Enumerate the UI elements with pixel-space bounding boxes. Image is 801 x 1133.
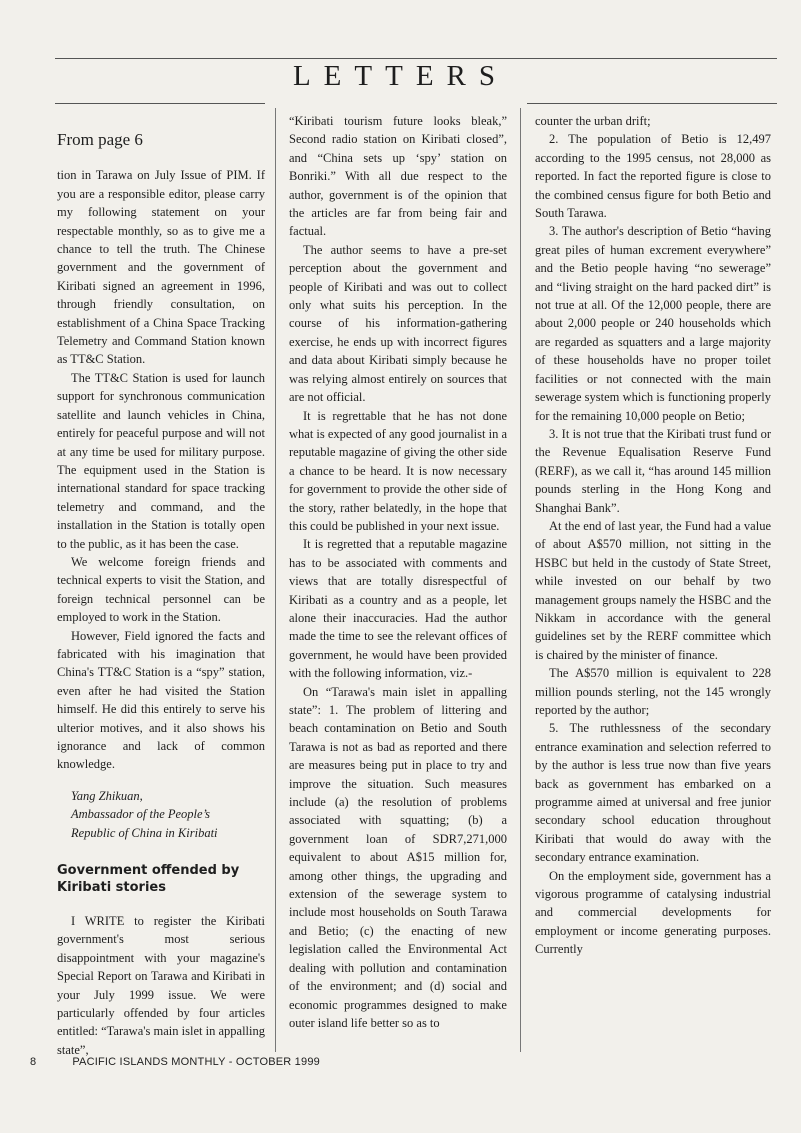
column-divider (520, 108, 521, 1052)
letter2-headline: Government offended by Kiribati stories (57, 863, 240, 896)
top-rule (55, 58, 777, 59)
letter2-paragraph: counter the urban drift; (535, 114, 651, 128)
letter2-paragraph: 5. The ruthlessness of the secondary entrance examination and selection referred to by the author is less true now than five years back as government has embarked on a programme aimed at universal and free junior secondary school education throughout Kiribati that would do away with the secondary entrance examination. (535, 721, 771, 865)
letter2-paragraph: On the employment side, government has a vigorous programme of catalysing industrial and commercial developments for employment or income generating purposes. Currently (535, 868, 771, 957)
letter2-paragraph: The A$570 million is equivalent to 228 million pounds sterling, not the 145 wrongly reported by the author; (535, 666, 771, 717)
signature-line: Republic of China in Kiribati (71, 825, 218, 840)
letter1-paragraph: We welcome foreign friends and technical experts to visit the Station, and foreign technical personnel can be employed to work in the Station. (57, 554, 265, 625)
section-heading: LETTERS (292, 60, 509, 92)
letter2-paragraph: 3. It is not true that the Kiribati trust fund or the Revenue Equalisation Reserve Fund (RERF), as we call it, “has around 145 million pounds sterling in the Hong Kong and Shanghai Bank”. (535, 426, 771, 515)
letter1-signature (57, 787, 265, 842)
letter2-paragraph: 2. The population of Betio is 12,497 according to the 1995 census, not 28,000 as reported. In fact the reported figure is close to the combined census figure for both Betio and South Tarawa. (535, 132, 771, 221)
continued-from-label: From page 6 (57, 130, 143, 149)
heading-rule-left (55, 103, 265, 104)
publication-line: PACIFIC ISLANDS MONTHLY - OCTOBER 1999 (72, 1056, 320, 1068)
signature-line: Ambassador of the People’s (71, 807, 210, 822)
column-divider (275, 108, 276, 1052)
column-3 (535, 112, 771, 959)
page-number: 8 (30, 1056, 37, 1068)
signature-line: Yang Zhikuan, (71, 788, 143, 803)
heading-rule-right (527, 103, 777, 104)
page-footer (30, 1056, 320, 1068)
letter2-paragraph: The author seems to have a pre-set perception about the government and people of Kiribati and was out to collect only what suits his perception. In the course of his information-gathering exercise, he ends up with incorrect figures and data about Kiribati simply because he was relying almost entirely on sources that are not official. (289, 242, 507, 405)
letter2-paragraph: It is regretted that a reputable magazine has to be associated with comments and views that are totally disrespectful of Kiribati as a country and as a people, let alone their inaccuracies. Had the author made the time to see the relevant offices of government, he would have been provided with the following information, viz.- (289, 537, 507, 681)
letter2-paragraph: 3. The author's description of Betio “having great piles of human excrement everywhere” and the Betio people having “no sewerage” and “living straight on the hard packed dirt” is not true at all. Of the 12,000 people, there are about 2,000 people or 240 households which are regarded as squatters and a large majority of these households have no proper toilet facilities or not connected with the main sewerage system which is functioning properly for the remaining 10,000 people on Betio; (535, 224, 771, 423)
column-2 (289, 112, 507, 1032)
letter2-paragraph: “Kiribati tourism future looks bleak,” Second radio station on Kiribati closed”, and “China sets up ‘spy’ station on Bonriki.” With all due respect to the author, government is of the opinion that the articles are far from being fair and factual. (289, 114, 507, 239)
column-1 (57, 112, 265, 1059)
letter1-paragraph: tion in Tarawa on July Issue of PIM. If you are a responsible editor, please carry my following statement on your respectable monthly, so as to give me a chance to tell the truth. The Chinese government and the government of Kiribati signed an agreement in 1996, through friendly consultation, on establishment of a China Space Tracking Telemetry and Command Station known as TT&C Station. (57, 168, 265, 367)
letter1-paragraph: The TT&C Station is used for launch support for synchronous communication satellite and launch vehicles in China, entirely for peaceful purpose and will not at any time be used for military purpose. The equipment used in the Station is international standard for space tracking telemetry and command, and the installation in the Station is totally open to the public, as it has been the case. (57, 370, 265, 551)
letter2-paragraph: On “Tarawa's main islet in appalling state”: 1. The problem of littering and beach contamination on Betio and South Tarawa is not as bad as reported and there are measures being put in place to try and improve the situation. Such measures include (a) the resolution of problems associated with squatting; (b) a government loan of SDR7,271,000 equivalent to about A$15 million for, among other things, the upgrading and extension of the sewerage system to include most households on South Tarawa and Betio; (c) the enacting of new legislation called the Environmental Act dealing with pollution and contamination of the environment; and (d) social and economic programmes designed to make outer island life better so as to (289, 684, 507, 1030)
letter1-paragraph: However, Field ignored the facts and fabricated with his imagination that China's TT&C Station is a “spy” station, even after he had visited the Station himself. He did this entirely to serve his ulterior motives, and it also shows his ignorance and lack of common knowledge. (57, 628, 265, 772)
letter2-paragraph: At the end of last year, the Fund had a value of about A$570 million, not sitting in the HSBC but held in the custody of State Street, while invested on our behalf by two management groups namely the HSBC and the Nikkam in accordance with the general guidelines set by the RERF committee which is chaired by the minister of finance. (535, 518, 771, 662)
letter2-paragraph: It is regrettable that he has not done what is expected of any good journalist in a reputable magazine of giving the other side a chance to be heard. It is now necessary for government to provide the other side of the story, rather belatedly, in the hope that this could be published in your next issue. (289, 408, 507, 533)
letter2-paragraph: I WRITE to register the Kiribati government's most serious disappointment with your magazine's Special Report on Tarawa and Kiribati in your July 1999 issue. We were particularly offended by four articles entitled: “Tarawa's main islet in appalling state”, (57, 914, 265, 1057)
